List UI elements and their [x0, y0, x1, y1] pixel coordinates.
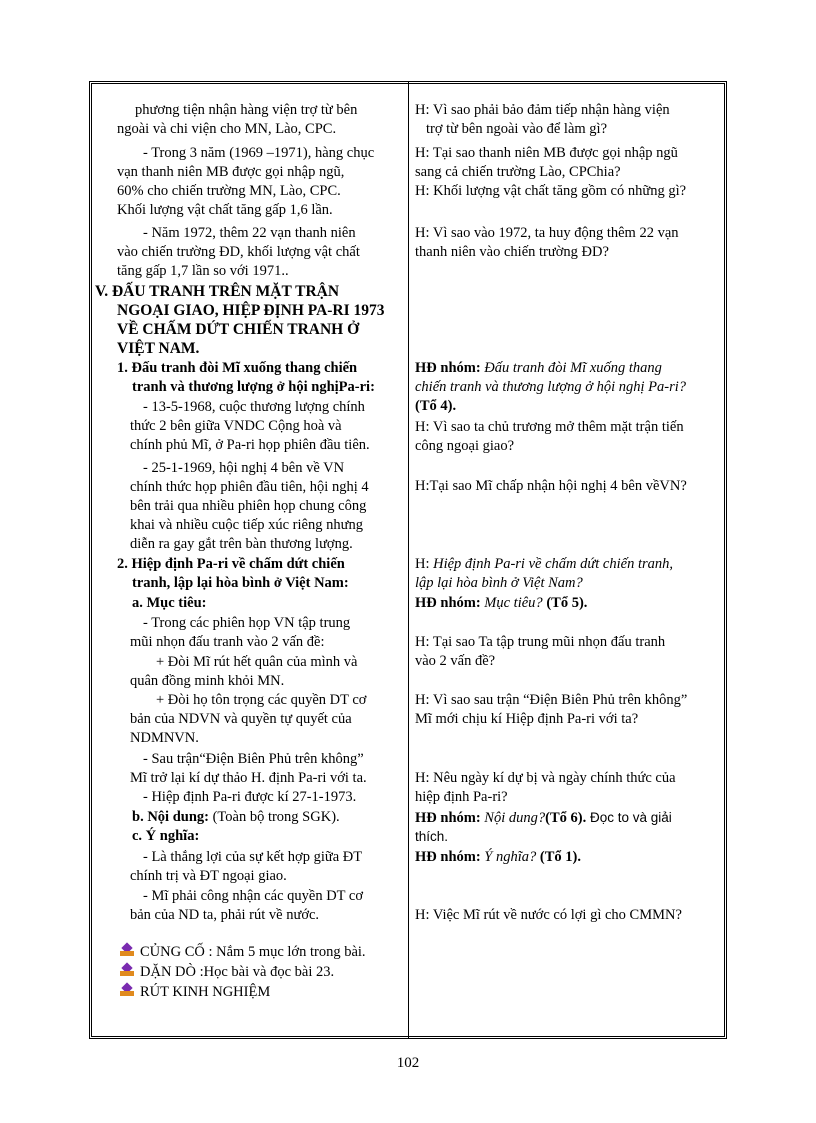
question-line: H: Tại sao thanh niên MB được gọi nhập ngũ — [415, 145, 678, 161]
bullet-item — [120, 963, 334, 982]
text-line: bên trải qua nhiều phiên họp chung công — [130, 498, 367, 514]
section-heading: NGOẠI GIAO, HIỆP ĐỊNH PA-RI 1973 — [117, 302, 385, 319]
text-line: - Hiệp định Pa-ri được kí 27-1-1973. — [143, 789, 357, 805]
question-line: H: Vì sao ta chủ trương mở thêm mặt trận tiến — [415, 419, 684, 435]
subheading: a. Mục tiêu: — [132, 595, 207, 611]
text-line: diễn ra gay gắt trên bàn thương lượng. — [130, 536, 353, 552]
group-label: HĐ nhóm: — [415, 849, 481, 865]
group-label: HĐ nhóm: — [415, 360, 481, 376]
text-line: ngoài và chi viện cho MN, Lào, CPC. — [117, 121, 337, 137]
text-line: tăng gấp 1,7 lần so với 1971.. — [117, 263, 289, 279]
text-line: - Trong các phiên họp VN tập trung — [143, 615, 351, 631]
bullet-icon — [120, 964, 134, 978]
text-line: chính trị và ĐT ngoại giao. — [130, 868, 287, 884]
bullet-text: CỦNG CỐ : Nắm 5 mục lớn trong bài. — [140, 944, 366, 960]
question-line: H: Tại sao Ta tập trung mũi nhọn đấu tranh — [415, 634, 666, 650]
text-line: - Trong 3 năm (1969 –1971), hàng chục — [143, 145, 375, 161]
text-line: khai và nhiều cuộc tiếp xúc riêng nhưng — [130, 517, 363, 533]
question-line: hiệp định Pa-ri? — [415, 789, 508, 805]
group-label: HĐ nhóm: — [415, 810, 481, 826]
subheading: 2. Hiệp định Pa-ri về chấm dứt chiến — [117, 556, 345, 572]
text-line: - 25-1-1969, hội nghị 4 bên về VN — [143, 460, 345, 476]
group-activity — [415, 808, 672, 828]
question-line: Mĩ mới chịu kí Hiệp định Pa-ri với ta? — [415, 711, 639, 727]
group-team: (Tổ 1). — [536, 849, 581, 865]
text-line: chính thức họp phiên đầu tiên, hội nghị 4 — [130, 479, 369, 495]
text-line: Mĩ trở lại kí dự thảo H. định Pa-ri với ta. — [130, 770, 367, 786]
question-text: lập lại hòa bình ở Việt Nam? — [415, 575, 583, 591]
question-line — [415, 555, 673, 574]
text-line: - Năm 1972, thêm 22 vạn thanh niên — [143, 225, 356, 241]
text-line: vào chiến trường ĐD, khối lượng vật chất — [117, 244, 360, 260]
bullet-text: RÚT KINH NGHIỆM — [140, 984, 271, 1000]
text-line: chính phủ Mĩ, ở Pa-ri họp phiên đầu tiên. — [130, 437, 370, 453]
question-line: sang cả chiến trường Lào, CPChia? — [415, 164, 621, 180]
bullet-icon — [120, 984, 134, 998]
question-line: H: Khối lượng vật chất tăng gồm có những gì? — [415, 183, 687, 199]
text-line: mũi nhọn đấu tranh vào 2 vấn đề: — [130, 634, 325, 650]
text-line: vạn thanh niên MB được gọi nhập ngũ, — [117, 164, 345, 180]
section-heading: V. ĐẤU TRANH TRÊN MẶT TRẬN — [95, 283, 340, 300]
question-label: H: — [415, 556, 430, 572]
group-activity — [415, 359, 662, 378]
question-line: vào 2 vấn đề? — [415, 653, 496, 669]
subheading: c. Ý nghĩa: — [132, 828, 200, 844]
question-text: Hiệp định Pa-ri về chấm dứt chiến tranh, — [429, 556, 673, 572]
text-line: phương tiện nhận hàng viện trợ từ bên — [135, 102, 358, 118]
bullet-item — [120, 983, 270, 1002]
question-line: H: Vì sao phải bảo đảm tiếp nhận hàng viện — [415, 102, 670, 118]
question-line: H:Tại sao Mĩ chấp nhận hội nghị 4 bên vềVN? — [415, 478, 687, 494]
text-line: 60% cho chiến trường MN, Lào, CPC. — [117, 183, 341, 199]
text-line: - Sau trận“Điện Biên Phủ trên không” — [143, 751, 364, 767]
page-number: 102 — [396, 1055, 420, 1071]
text-line: bản của ND ta, phải rút về nước. — [130, 907, 320, 923]
question-line: H: Vì sao vào 1972, ta huy động thêm 22 vạn — [415, 225, 679, 241]
text-span: (Toàn bộ trong SGK). — [208, 809, 340, 825]
section-heading: VỀ CHẤM DỨT CHIẾN TRANH Ở — [117, 321, 360, 338]
group-team: (Tổ 6). — [545, 810, 587, 826]
question-line: thanh niên vào chiến trường ĐD? — [415, 244, 609, 260]
subheading: 1. Đấu tranh đòi Mĩ xuống thang chiến — [117, 360, 358, 376]
text-line: + Đòi Mĩ rút hết quân của mình và — [156, 654, 358, 670]
text-line — [132, 808, 340, 827]
text-line: - 13-5-1968, cuộc thương lượng chính — [143, 399, 365, 415]
subheading: tranh và thương lượng ở hội nghịPa-ri: — [132, 379, 375, 395]
group-activity — [415, 848, 581, 867]
text-line: + Đòi họ tôn trọng các quyền DT cơ — [156, 692, 367, 708]
group-note: Đọc to và giải — [586, 810, 672, 825]
bullet-icon — [120, 944, 134, 958]
question-line: H: Vì sao sau trận “Điện Biên Phủ trên không” — [415, 692, 688, 708]
text-line: Khối lượng vật chất tăng gấp 1,6 lần. — [117, 202, 333, 218]
text-line: bản của NDVN và quyền tự quyết của — [130, 711, 352, 727]
group-label: HĐ nhóm: — [415, 595, 481, 611]
text-line: quân đồng minh khỏi MN. — [130, 673, 285, 689]
group-text: Mục tiêu? — [480, 595, 543, 611]
text-line: - Mĩ phải công nhận các quyền DT cơ — [143, 888, 363, 904]
text-line: thức 2 bên giữa VNDC Cộng hoà và — [130, 418, 342, 434]
subheading: tranh, lập lại hòa bình ở Việt Nam: — [132, 575, 349, 591]
group-text: Ý nghĩa? — [480, 849, 537, 865]
bullet-text: DẶN DÒ :Học bài và đọc bài 23. — [140, 964, 335, 980]
group-text: chiến tranh và thương lượng ở hội nghị Pa-ri? — [415, 379, 687, 395]
question-line: công ngoại giao? — [415, 438, 515, 454]
group-activity — [415, 594, 587, 613]
bullet-item — [120, 943, 366, 962]
group-note: thích. — [415, 829, 449, 844]
section-heading: VIỆT NAM. — [117, 340, 200, 357]
question-line: H: Việc Mĩ rút về nước có lợi gì cho CMMN? — [415, 907, 682, 923]
column-divider — [408, 81, 409, 1039]
group-text: Đấu tranh đòi Mĩ xuống thang — [480, 360, 662, 376]
subheading: b. Nội dung: — [132, 809, 209, 825]
text-line: NDMNVN. — [130, 730, 199, 746]
text-line: - Là thắng lợi của sự kết hợp giữa ĐT — [143, 849, 363, 865]
group-text: Nội dung? — [480, 810, 546, 826]
question-line: trợ từ bên ngoài vào để làm gì? — [426, 121, 608, 137]
group-team: (Tổ 5). — [542, 595, 588, 611]
group-team: (Tổ 4). — [415, 398, 457, 414]
question-line: H: Nêu ngày kí dự bị và ngày chính thức của — [415, 770, 676, 786]
